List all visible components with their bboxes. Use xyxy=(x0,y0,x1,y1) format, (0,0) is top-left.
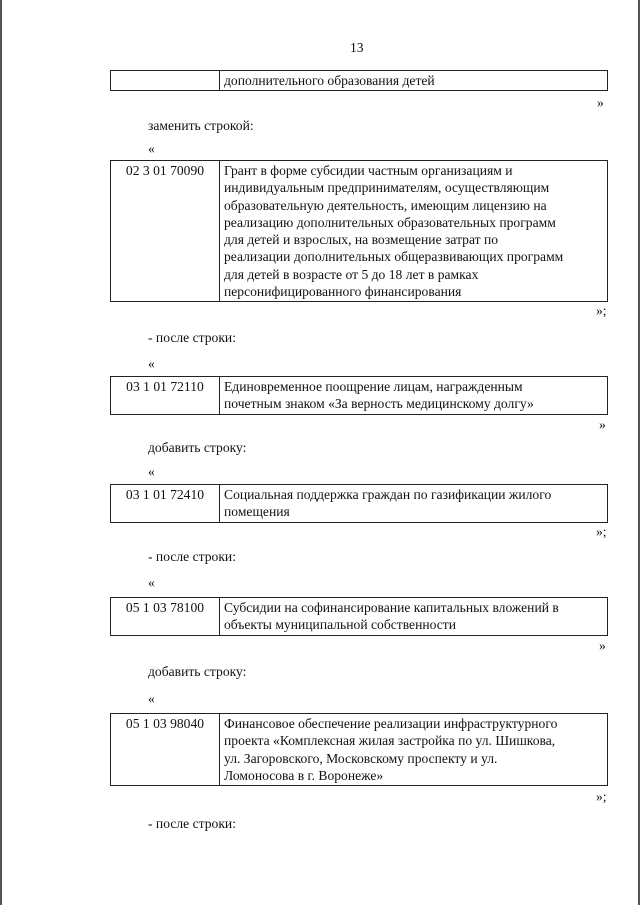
closing-quote: » xyxy=(599,638,606,653)
description-line: Грант в форме субсидии частным организациям и xyxy=(224,163,513,178)
description-line: дополнительного образования детей xyxy=(224,73,435,88)
description-cell xyxy=(220,714,608,786)
description-line: реализацию дополнительных образовательных программ xyxy=(224,214,556,230)
scan-edge-left xyxy=(0,0,2,905)
budget-code-cell: 02 3 01 70090 xyxy=(111,161,220,302)
description-line: для детей и взрослых, на возмещение затрат по xyxy=(224,232,499,248)
budget-table-row xyxy=(110,484,608,523)
description-line: образовательную деятельность, имеющим лицензию на xyxy=(224,197,547,213)
closing-quote: »; xyxy=(596,789,607,804)
description-cell xyxy=(220,161,608,302)
instruction-text: добавить строку: xyxy=(148,664,247,679)
closing-quote: »; xyxy=(596,524,607,539)
opening-quote: « xyxy=(148,356,155,371)
description-line: объекты муниципальной собственности xyxy=(224,617,457,633)
budget-code-cell: 03 1 01 72410 xyxy=(111,485,220,523)
instruction-text: заменить строкой: xyxy=(148,118,254,133)
page-number: 13 xyxy=(350,40,364,55)
description-line: помещения xyxy=(224,504,290,520)
budget-table-row xyxy=(110,376,608,415)
description-line: проекта «Комплексная жилая застройка по ул. Шишкова, xyxy=(224,733,556,749)
budget-code-cell: 05 1 03 78100 xyxy=(111,598,220,636)
opening-quote: « xyxy=(148,464,155,479)
opening-quote: « xyxy=(148,575,155,590)
description-line: реализации дополнительных общеразвивающих программ xyxy=(224,249,564,265)
description-line: Субсидии на софинансирование капитальных вложений в xyxy=(224,600,559,615)
description-cell xyxy=(220,598,608,636)
description-cell xyxy=(220,377,608,415)
budget-code-cell: 03 1 01 72110 xyxy=(111,377,220,415)
instruction-text: добавить строку: xyxy=(148,440,247,455)
budget-table-row xyxy=(110,713,608,786)
description-line: Единовременное поощрение лицам, награжденным xyxy=(224,379,523,394)
description-line: Финансовое обеспечение реализации инфраструктурного xyxy=(224,716,558,731)
budget-table-row xyxy=(110,70,608,91)
description-cell xyxy=(220,71,608,91)
description-line: Социальная поддержка граждан по газификации жилого xyxy=(224,487,552,502)
closing-quote: » xyxy=(597,95,604,110)
opening-quote: « xyxy=(148,141,155,156)
description-line: Ломоносова в г. Воронеже» xyxy=(224,767,384,783)
description-line: для детей в возрасте от 5 до 18 лет в рамках xyxy=(224,266,479,282)
description-line: почетным знаком «За верность медицинскому долгу» xyxy=(224,396,534,412)
description-line: персонифицированного финансирования xyxy=(224,284,462,300)
description-line: ул. Загоровского, Московскому проспекту и ул. xyxy=(224,750,498,766)
description-line: индивидуальным предпринимателям, осуществляющим xyxy=(224,180,550,196)
closing-quote: » xyxy=(599,417,606,432)
budget-table-row xyxy=(110,597,608,636)
budget-table-row xyxy=(110,160,608,302)
budget-code-cell xyxy=(111,71,220,91)
closing-quote: »; xyxy=(596,303,607,318)
description-cell xyxy=(220,485,608,523)
opening-quote: « xyxy=(148,691,155,706)
budget-code-cell: 05 1 03 98040 xyxy=(111,714,220,786)
instruction-text: - после строки: xyxy=(148,549,236,564)
instruction-text: - после строки: xyxy=(148,816,236,831)
instruction-text: - после строки: xyxy=(148,330,236,345)
